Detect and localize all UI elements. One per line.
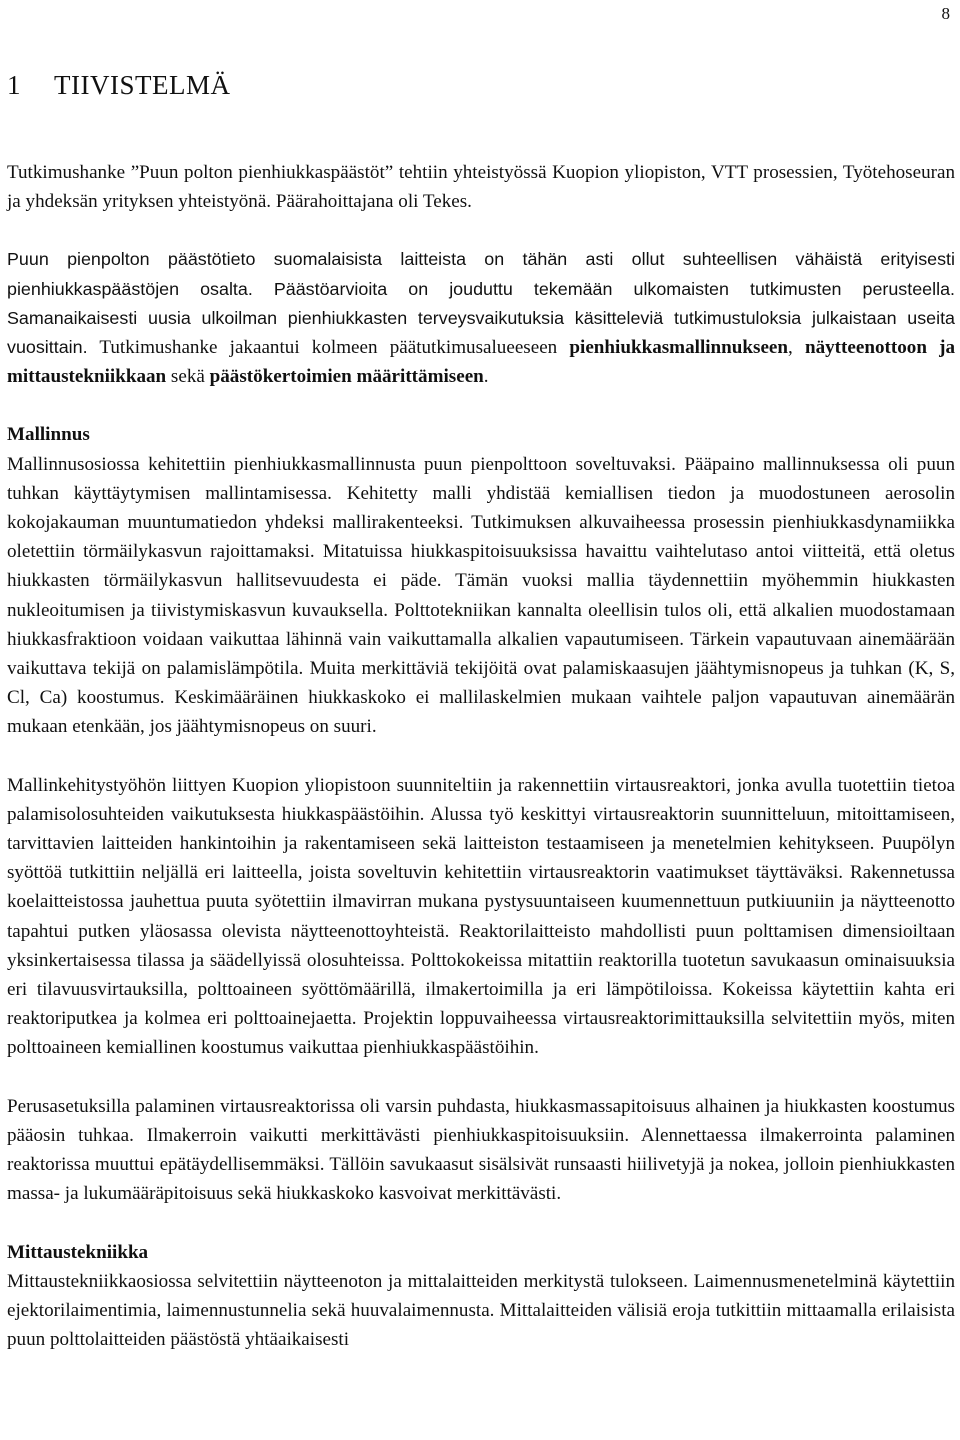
research-area-modelling: pienhiukkasmallinnukseen [569,337,789,359]
document-body [7,158,955,1383]
separator-2: sekä [166,366,210,388]
section-paragraph: Mittaustekniikkaosiossa selvitettiin näytteenoton ja mittalaitteiden merkitystä tulokseen. Laimennusmenetelminä käytettiin ejektorilaimentimia, laimennustunnelia sekä huuvalaimennusta. Mittalaitteiden välisiä eroja tutkittiin mittaamalla erilaisista puun polttolaitteiden päästöstä yhtäaikaisesti [7,1270,955,1351]
page-number: 8 [941,4,950,23]
separator-1: , [788,337,805,359]
section-paragraph: Mallinnusosiossa kehitettiin pienhiukkasmallinnusta puun pienpolttoon soveltuvaksi. Pääpaino mallinnuksessa oli puun tuhkan käyttäytymisen mallintamisessa. Kehitetty malli yhdistää kemiallisen tiedon ja muodostuneen aerosolin kokojakauman muuntumatiedon yhdeksi mallirakenteeksi. Tutkimuksen alkuvaiheessa prosessin pienhiukkasdynamiikka oletettiin törmäilykasvun rajoittamaksi. Mitatuissa hiukkaspitoisuuksissa havaittu vaihtelutaso antoi viitteitä, että oletus hiukkasten törmäilykasvun hallitsevuudesta ei päde. Tämän vuoksi mallia täydennettiin myöhemmin hiukkasten nukleoitumisen ja tiivistymiskasvun kuvauksella. Polttotekniikan kannalta oleellisin tulos oli, että alkalien muodostamaan hiukkasfraktioon voidaan vaikuttaa lähinnä vain vaikuttamalla alkalien vapautumiseen. Tärkein vapautuvaan ainemäärään vaikuttava tekijä on palamislämpötila. Muita merkittäviä tekijöitä ovat palamiskaasujen jäähtymisnopeus ja tuhkan (K, S, Cl, Ca) koostumus. Keskimääräinen hiukkaskoko ei mallilaskelmien mukaan vaihtele paljon vapautuvan ainemäärän mukaan etenkään, jos jäähtymisnopeus on suuri. [7,453,955,738]
section-mittaustekniikka [7,1238,955,1355]
intro-paragraph-2 [7,245,955,391]
section-mallinnus [7,420,955,1208]
section-heading: Mittaustekniikka [7,1241,149,1263]
research-area-sampling: näytteenottoon ja mittaustekniikkaan [7,337,956,388]
section-paragraph: Perusasetuksilla palaminen virtausreaktorissa oli varsin puhdasta, hiukkasmassapitoisuus alhainen ja hiukkasten koostumus pääosin tuhkaa. Ilmakerroin vaikutti merkittävästi pienhiukkaspitoisuuksiin. Alennettaessa ilmakerrointa palaminen reaktorissa muuttui epätäydellisemmäksi. Tällöin savukaasut sisälsivät runsaasti hiilivetyjä ja nokea, jolloin pienhiukkasten massa- ja lukumääräpitoisuus sekä hiukkaskoko kasvoivat merkittävästi. [7,1095,955,1205]
research-area-emission-factors: päästökertoimien määrittämiseen [209,366,484,388]
chapter-title [7,70,230,101]
section-paragraph: Mallinkehitystyöhön liittyen Kuopion yliopistoon suunniteltiin ja rakennettiin virtausreaktori, jonka avulla tuotettiin tietoa palamisolosuhteiden vaikutuksesta hiukkaspäästöihin. Alussa työ keskittyi virtausreaktorin suunnitteluun, mitoittamiseen, tarvittavien laitteiden hankintoihin ja rakentamiseen sekä laitteiston testaamiseen ja menetelmien kehitykseen. Puupölyn syöttöä tutkittiin neljällä eri laitteella, joista soveltuvin kehitettiin virtausreaktorin vaatimukset täyttäväksi. Rakennetussa koelaitteistossa jauhettua puuta syötettiin ilmavirran mukana pystysuuntaiseen kuumennettuun putkiuuniin ja näytteenotto tapahtui putken yläosassa olevista näytteenottoyhteistä. Reaktorilaitteisto mahdollisti puun polttamisen dimensioiltaan yksinkertaisessa tilassa ja säädellyissä olosuhteissa. Polttokokeissa mitattiin reaktorilla tuotetun savukaasun ominaisuuksia eri tilavuusvirtauksilla, polttoaineen syöttömäärillä, ilmakertoimilla ja eri lämpötiloissa. Kokeissa käytettiin kahta eri reaktoriputkea ja kolmea eri polttoainejaetta. Projektin loppuvaiheessa virtausreaktorimittauksilla selvitettiin myös, miten polttoaineen kemiallinen koostumus vaikuttaa pienhiukkaspäästöihin. [7,774,955,1059]
section-heading: Mallinnus [7,424,90,446]
intro-paragraph-1: Tutkimushanke ”Puun polton pienhiukkaspäästöt” tehtiin yhteistyössä Kuopion yliopiston, VTT prosessien, Työtehoseuran ja yhdeksän yrityksen yhteistyönä. Päärahoittajana oli Tekes. [7,162,955,213]
chapter-title-text: TIIVISTELMÄ [54,70,231,100]
intro-paragraph-2-text: Tutkimushanke jakaantui kolmeen päätutkimusalueeseen [87,337,570,359]
intro-end: . [483,366,489,388]
chapter-number: 1 [7,70,21,100]
intro-paragraph-2-sans: Puun pienpolton päästötieto suomalaisista laitteista on tähän asti ollut suhteellisen vähäistä erityisesti pienhiukkaspäästöjen osalta. Päästöarvioita on jouduttu tekemään ulkomaisten tutkimusten perusteella. Samanaikaisesti uusia ulkoilman pienhiukkasten terveysvaikutuksia käsitteleviä tutkimustuloksia julkaistaan useita vuosittain. [7,249,955,358]
